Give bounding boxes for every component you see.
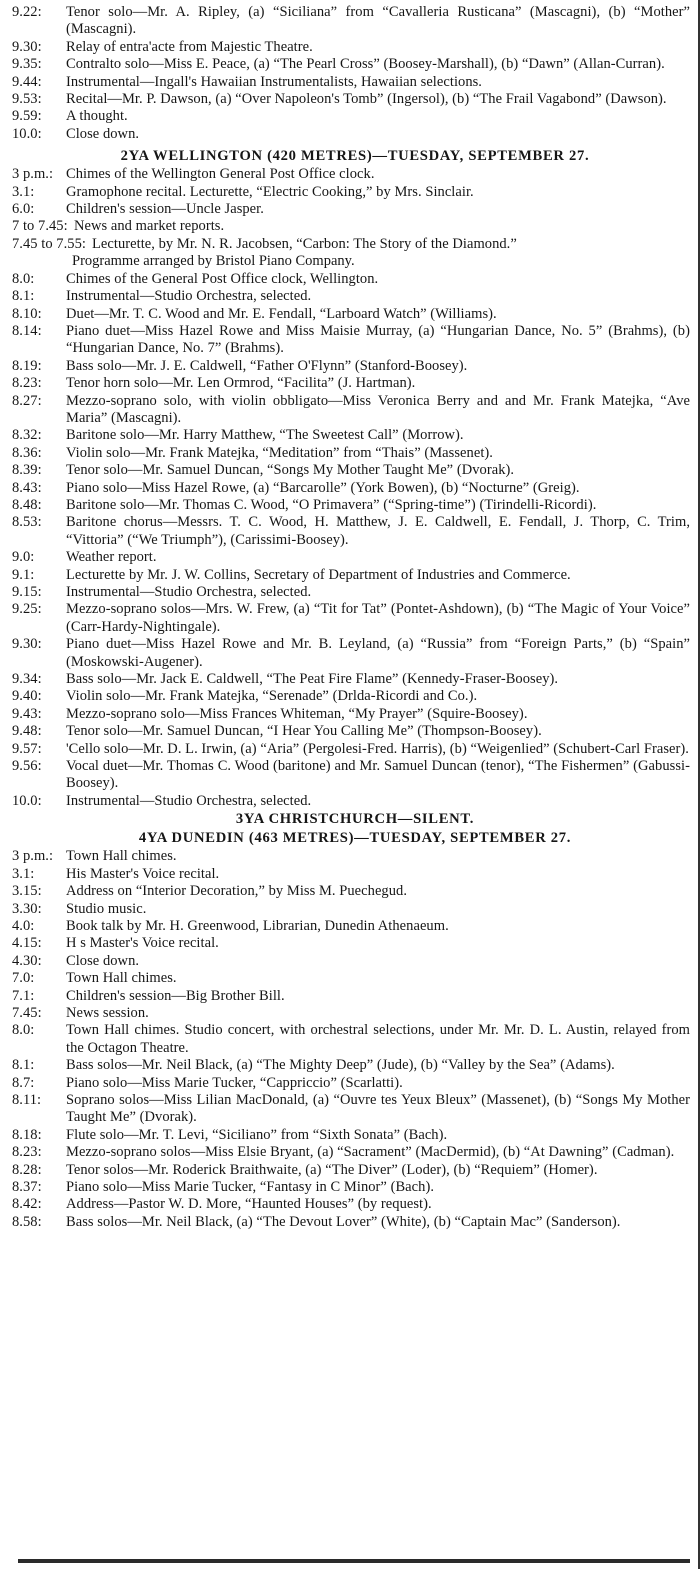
dunedin-heading: 4YA DUNEDIN (463 METRES)—TUESDAY, SEPTEMBER 27.	[138, 830, 572, 847]
entry-time: 8.23:	[12, 1144, 42, 1161]
programme-entry	[12, 1144, 690, 1161]
entry-time: 10.0:	[12, 792, 42, 809]
entry-description: Weather report.	[66, 549, 157, 566]
programme-entry	[12, 1022, 690, 1057]
entry-description: Chimes of the General Post Office clock, Wellington.	[66, 270, 379, 287]
programme-entry	[12, 793, 690, 810]
programme-entry	[12, 848, 690, 865]
earlier-programme-list	[12, 4, 690, 143]
entry-time: 6.0:	[12, 201, 35, 218]
programme-entry	[12, 427, 690, 444]
entry-description: His Master's Voice recital.	[66, 865, 220, 882]
entry-description: Relay of entra'acte from Majestic Theatre.	[66, 38, 313, 55]
programme-entry	[12, 1057, 690, 1074]
entry-description: Children's session—Uncle Jasper.	[66, 201, 264, 218]
programme-entry	[12, 549, 690, 566]
wellington-evening-list	[12, 271, 690, 811]
entry-description: Piano solo—Miss Hazel Rowe, (a) “Barcarolle” (York Bowen), (b) “Nocturne” (Greig).	[66, 479, 580, 496]
entry-time: 8.1:	[12, 288, 35, 305]
entry-description: Town Hall chimes.	[66, 970, 177, 987]
wellington-heading: 2YA WELLINGTON (420 METRES)—TUESDAY, SEPTEMBER 27.	[120, 148, 590, 165]
entry-description: Instrumental—Studio Orchestra, selected.	[66, 584, 312, 600]
entry-description: Bass solos—Mr. Neil Black, (a) “The Mighty Deep” (Jude), (b) “Valley by the Sea” (Adams).	[66, 1057, 615, 1074]
entry-description: Piano solo—Miss Marie Tucker, “Cappriccio” (Scarlatti).	[66, 1074, 403, 1091]
entry-time: 8.43:	[12, 479, 42, 496]
entry-time: 3.30:	[12, 900, 42, 917]
entry-time: 9.34:	[12, 671, 42, 688]
entry-time: 8.28:	[12, 1161, 42, 1178]
entry-time: 4.15:	[12, 935, 42, 952]
programme-entry	[12, 1075, 690, 1092]
entry-description: Tenor solo—Mr. A. Ripley, (a) “Siciliana” from “Cavalleria Rusticana” (Mascagni), (b) “Mother” (Mascagni).	[66, 4, 690, 38]
entry-time: 8.53:	[12, 514, 42, 531]
wellington-afternoon-list	[12, 166, 690, 253]
entry-description: News and market reports.	[74, 218, 225, 235]
programme-entry	[12, 706, 690, 723]
entry-time: 4.0:	[12, 917, 35, 934]
programme-entry	[12, 236, 690, 253]
programme-entry	[12, 988, 690, 1005]
programme-entry	[12, 480, 690, 497]
programme-entry	[12, 1196, 690, 1213]
entry-description: Tenor horn solo—Mr. Len Ormrod, “Facilita” (J. Hartman).	[66, 375, 416, 392]
entry-time: 9.48:	[12, 723, 42, 740]
programme-entry	[12, 901, 690, 918]
entry-description: 'Cello solo—Mr. D. L. Irwin, (a) “Aria” (Pergolesi-Fred. Harris), (b) “Weigenlied” (Schubert-Carl Fraser).	[66, 740, 689, 757]
entry-time: 9.30:	[12, 636, 42, 653]
entry-time: 7.45 to 7.55:	[12, 235, 86, 252]
programme-entry	[12, 108, 690, 125]
programme-entry	[12, 375, 690, 392]
programme-entry	[12, 56, 690, 73]
entry-description: Chimes of the Wellington General Post Office clock.	[66, 166, 375, 183]
programme-entry	[12, 758, 690, 793]
entry-description: Piano duet—Miss Hazel Rowe and Mr. B. Leyland, (a) “Russia” from “Foreign Parts,” (b) “Spain” (Moskowski-Augener).	[66, 636, 690, 670]
programme-entry	[12, 866, 690, 883]
entry-time: 7.1:	[12, 987, 35, 1004]
programme-entry	[12, 497, 690, 514]
entry-time: 4.30:	[12, 952, 42, 969]
programme-entry	[12, 201, 690, 218]
entry-time: 8.23:	[12, 375, 42, 392]
programme-entry	[12, 74, 690, 91]
entry-time: 7.45:	[12, 1004, 42, 1021]
entry-description: Tenor solo—Mr. Samuel Duncan, “I Hear You Calling Me” (Thompson-Boosey).	[66, 723, 542, 740]
entry-description: Town Hall chimes. Studio concert, with orchestral selections, under Mr. Mr. D. L. Austin, relayed from the Octagon Theatre.	[66, 1022, 690, 1056]
entry-description: Tenor solo—Mr. Samuel Duncan, “Songs My Mother Taught Me” (Dvorak).	[66, 462, 515, 479]
entry-time: 7.0:	[12, 970, 35, 987]
entry-description: Mezzo-soprano solo—Miss Frances Whiteman, “My Prayer” (Squire-Boosey).	[66, 705, 528, 722]
programme-entry	[12, 39, 690, 56]
entry-time: 9.30:	[12, 38, 42, 55]
entry-time: 7 to 7.45:	[12, 218, 68, 235]
programme-entry	[12, 723, 690, 740]
dunedin-programme-list	[12, 848, 690, 1231]
entry-time: 8.1:	[12, 1057, 35, 1074]
entry-description: Gramophone recital. Lecturette, “Electric Cooking,” by Mrs. Sinclair.	[66, 183, 474, 200]
programme-entry	[12, 514, 690, 549]
entry-description: Studio music.	[66, 900, 147, 917]
programme-entry	[12, 1214, 690, 1231]
entry-description: Baritone solo—Mr. Harry Matthew, “The Sweetest Call” (Morrow).	[66, 427, 464, 444]
entry-time: 9.44:	[12, 73, 42, 90]
entry-time: 10.0:	[12, 125, 42, 142]
entry-time: 9.22:	[12, 4, 42, 20]
programme-entry	[12, 1179, 690, 1196]
entry-description: Close down.	[66, 125, 140, 142]
entry-time: 8.0:	[12, 270, 35, 287]
entry-time: 8.27:	[12, 392, 42, 409]
programme-entry	[12, 462, 690, 479]
programme-entry	[12, 358, 690, 375]
entry-time: 8.7:	[12, 1074, 35, 1091]
programme-entry	[12, 323, 690, 358]
programme-entry	[12, 445, 690, 462]
entry-time: 9.40:	[12, 688, 42, 705]
programme-entry	[12, 741, 690, 758]
bottom-rule	[18, 1559, 690, 1563]
entry-time: 9.59:	[12, 108, 42, 125]
entry-time: 9.56:	[12, 758, 42, 775]
programme-entry	[12, 671, 690, 688]
entry-description: Address on “Interior Decoration,” by Miss M. Puechegud.	[66, 883, 408, 900]
entry-description: Piano solo—Miss Marie Tucker, “Fantasy in C Minor” (Bach).	[66, 1179, 435, 1195]
entry-description: Mezzo-soprano solo, with violin obbligato—Miss Veronica Berry and and Mr. Frank Matejka, “Ave Maria” (Mascagni).	[66, 392, 690, 426]
programme-entry	[12, 306, 690, 323]
entry-description: Bass solo—Mr. Jack E. Caldwell, “The Peat Fire Flame” (Kennedy-Fraser-Boosey).	[66, 671, 559, 688]
entry-time: 9.15:	[12, 584, 42, 600]
entry-description: A thought.	[66, 108, 128, 125]
entry-time: 8.14:	[12, 322, 42, 339]
entry-description: Baritone solo—Mr. Thomas C. Wood, “O Primavera” (“Spring-time”) (Tirindelli-Ricordi).	[66, 496, 597, 513]
entry-description: Lecturette, by Mr. N. R. Jacobsen, “Carbon: The Story of the Diamond.”	[92, 235, 517, 252]
entry-description: Tenor solos—Mr. Roderick Braithwaite, (a) “The Diver” (Loder), (b) “Requiem” (Homer).	[66, 1161, 598, 1178]
entry-time: 8.0:	[12, 1022, 35, 1039]
entry-description: H s Master's Voice recital.	[66, 935, 219, 952]
entry-time: 8.19:	[12, 357, 42, 374]
entry-description: Instrumental—Studio Orchestra, selected.	[66, 288, 312, 305]
programme-entry	[12, 601, 690, 636]
entry-time: 3.1:	[12, 183, 35, 200]
programme-entry	[12, 166, 690, 183]
programme-entry	[12, 218, 690, 235]
entry-description: Instrumental—Ingall's Hawaiian Instrumentalists, Hawaiian selections.	[66, 73, 482, 90]
programme-entry	[12, 567, 690, 584]
entry-description: Flute solo—Mr. T. Levi, “Siciliano” from “Sixth Sonata” (Bach).	[66, 1126, 448, 1143]
entry-description: Instrumental—Studio Orchestra, selected.	[66, 792, 312, 809]
entry-description: Mezzo-soprano solos—Miss Elsie Bryant, (a) “Sacrament” (MacDermid), (b) “At Dawning” (Cadman).	[66, 1144, 675, 1161]
entry-description: Soprano solos—Miss Lilian MacDonald, (a) “Ouvre tes Yeux Bleux” (Massenet), (b) “Songs My Mother Taught Me” (Dvorak).	[66, 1091, 690, 1126]
entry-time: 8.18:	[12, 1126, 42, 1143]
programme-entry	[12, 918, 690, 935]
programme-entry	[12, 970, 690, 987]
entry-description: Contralto solo—Miss E. Peace, (a) “The Pearl Cross” (Boosey-Marshall), (b) “Dawn” (Allan-Curran).	[66, 56, 665, 73]
entry-description: Vocal duet—Mr. Thomas C. Wood (baritone) and Mr. Samuel Duncan (tenor), “The Fishermen” (Gabussi-Boosey).	[66, 758, 690, 792]
entry-time: 8.48:	[12, 496, 42, 513]
entry-description: Baritone chorus—Messrs. T. C. Wood, H. Matthew, J. E. Caldwell, E. Fendall, J. Thorp, C. Trim, “Vittoria” (“We Triumph”), (Carissimi-Boosey).	[66, 514, 690, 548]
entry-description: News session.	[66, 1004, 149, 1021]
entry-description: Recital—Mr. P. Dawson, (a) “Over Napoleon's Tomb” (Ingersol), (b) “The Frail Vagabond” (Dawson).	[66, 91, 667, 108]
programme-entry	[12, 393, 690, 428]
programme-entry	[12, 636, 690, 671]
entry-description: Bass solo—Mr. J. E. Caldwell, “Father O'Flynn” (Stanford-Boosey).	[66, 357, 468, 374]
entry-description: Violin solo—Mr. Frank Matejka, “Serenade” (Drlda-Ricordi and Co.).	[66, 688, 478, 705]
entry-time: 3 p.m.:	[12, 848, 54, 865]
programme-entry	[12, 288, 690, 305]
entry-description: Violin solo—Mr. Frank Matejka, “Meditation” from “Thais” (Massenet).	[66, 444, 493, 461]
entry-time: 8.58:	[12, 1213, 42, 1230]
entry-description: Bass solos—Mr. Neil Black, (a) “The Devout Lover” (White), (b) “Captain Mac” (Sanderson).	[66, 1213, 621, 1230]
entry-time: 3.1:	[12, 865, 35, 882]
entry-time: 9.53:	[12, 91, 42, 108]
entry-time: 8.37:	[12, 1179, 42, 1195]
programme-entry	[12, 271, 690, 288]
entry-time: 8.10:	[12, 305, 42, 322]
programme-entry	[12, 1127, 690, 1144]
entry-time: 8.11:	[12, 1091, 42, 1108]
entry-description: Lecturette by Mr. J. W. Collins, Secretary of Department of Industries and Commerce.	[66, 566, 571, 583]
entry-description: Children's session—Big Brother Bill.	[66, 987, 285, 1004]
entry-time: 3.15:	[12, 883, 42, 900]
entry-time: 9.43:	[12, 705, 42, 722]
entry-time: 9.25:	[12, 601, 42, 618]
programme-entry	[12, 584, 690, 601]
programme-entry	[12, 184, 690, 201]
entry-time: 8.32:	[12, 427, 42, 444]
programme-entry	[12, 91, 690, 108]
programme-entry	[12, 953, 690, 970]
entry-description: Mezzo-soprano solos—Mrs. W. Frew, (a) “Tit for Tat” (Pontet-Ashdown), (b) “The Magic of Your Voice” (Carr-Hardy-Nightingale).	[66, 601, 690, 635]
entry-time: 9.35:	[12, 56, 42, 73]
entry-time: 9.57:	[12, 740, 42, 757]
programme-note: Programme arranged by Bristol Piano Company.	[72, 253, 355, 270]
programme-entry	[12, 883, 690, 900]
entry-description: Close down.	[66, 952, 140, 969]
christchurch-heading: 3YA CHRISTCHURCH—SILENT.	[235, 811, 475, 828]
entry-description: Book talk by Mr. H. Greenwood, Librarian, Dunedin Athenaeum.	[66, 917, 449, 934]
entry-time: 8.42:	[12, 1196, 42, 1213]
entry-description: Piano duet—Miss Hazel Rowe and Miss Maisie Murray, (a) “Hungarian Dance, No. 5” (Brahms), (b) “Hungarian Dance, No. 7” (Brahms).	[66, 322, 690, 357]
entry-description: Town Hall chimes.	[66, 848, 177, 865]
entry-time: 3 p.m.:	[12, 166, 54, 183]
entry-time: 8.36:	[12, 444, 42, 461]
programme-entry	[12, 935, 690, 952]
entry-description: Address—Pastor W. D. More, “Haunted Houses” (by request).	[66, 1196, 432, 1213]
programme-entry	[12, 4, 690, 39]
programme-entry	[12, 126, 690, 143]
programme-entry	[12, 1092, 690, 1127]
entry-time: 9.1:	[12, 566, 35, 583]
entry-time: 8.39:	[12, 462, 42, 479]
programme-entry	[12, 688, 690, 705]
entry-time: 9.0:	[12, 549, 35, 566]
entry-description: Duet—Mr. T. C. Wood and Mr. E. Fendall, “Larboard Watch” (Williams).	[66, 305, 497, 322]
programme-entry	[12, 1162, 690, 1179]
programme-entry	[12, 1005, 690, 1022]
